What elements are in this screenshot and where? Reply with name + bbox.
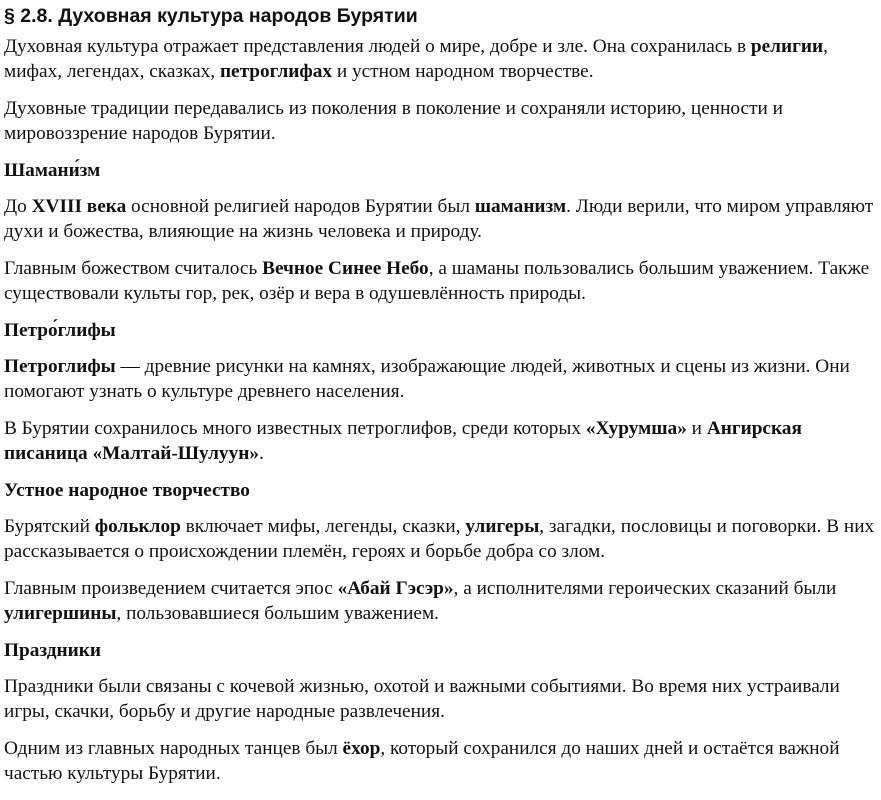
text: , загадки, пословицы и поговорки. В них рассказывается о происхождении племён, героях и борьбе добра со злом.	[4, 516, 875, 562]
paragraph-holidays-1: Праздники были связаны с кочевой жизнью, охотой и важными событиями. Во время них устраивали игры, скачки, борьбу и другие народные развлечения.	[4, 676, 840, 722]
text: включает мифы, легенды, сказки,	[180, 516, 466, 537]
text: и устном народном творчестве.	[332, 61, 594, 82]
term-khurumsha: «Хурумша»	[585, 418, 687, 439]
paragraph-petroglyphs-1	[4, 354, 875, 404]
paragraph-traditions: Духовные традиции передавались из поколения в поколение и сохраняли историю, ценности и мировоззрение народов Бурятии.	[4, 98, 783, 144]
paragraph-petroglyphs-2	[4, 416, 875, 466]
term-eternal-blue-sky: Вечное Синее Небо	[262, 258, 429, 279]
text: Духовная культура отражает представления людей о мире, добре и зле. Она сохранилась в	[4, 36, 751, 57]
text: , мифах, легендах, сказках,	[4, 36, 828, 82]
term-folklore: фольклор	[94, 516, 181, 537]
heading-shamanism: Шамани́зм	[4, 160, 101, 181]
heading-folk-art: Устное народное творчество	[4, 480, 250, 501]
text: В Бурятии сохранилось много известных петроглифов, среди которых	[4, 418, 586, 439]
text: и	[686, 418, 707, 439]
paragraph-intro	[4, 34, 875, 84]
text: .	[258, 443, 264, 464]
paragraph-folk-2	[4, 576, 875, 626]
term-century: XVIII века	[31, 196, 127, 217]
term-shamanism: шаманизм	[474, 196, 567, 217]
heading-holidays: Праздники	[4, 640, 101, 661]
term-petroglyphs-def: Петроглифы	[4, 356, 116, 377]
term-religion: религии	[750, 36, 824, 57]
paragraph-shamanism-2	[4, 256, 875, 306]
heading-petroglyphs: Петро́глифы	[4, 320, 116, 341]
term-abai-geser: «Абай Гэсэр»	[337, 578, 454, 599]
text: , а шаманы пользовались большим уважением. Также существовали культы гор, рек, озёр и вера в одушевлённость природы.	[4, 258, 870, 304]
paragraph-shamanism-1	[4, 194, 875, 244]
text: До	[4, 196, 32, 217]
term-uligers: улигеры	[465, 516, 540, 537]
text: Бурятский	[4, 516, 95, 537]
term-uligershins: улигершины	[4, 603, 117, 624]
text: , который сохранился до наших дней и остаётся важной частью культуры Бурятии.	[4, 738, 840, 784]
text: основной религией народов Бурятии был	[126, 196, 475, 217]
paragraph-folk-1	[4, 514, 875, 564]
paragraph-holidays-2	[4, 736, 875, 786]
text: — древние рисунки на камнях, изображающие людей, животных и сцены из жизни. Они помогают узнать о культуре древнего населения.	[4, 356, 850, 402]
term-petroglyphs: петроглифах	[219, 61, 333, 82]
text: , а исполнителями героических сказаний были	[453, 578, 837, 599]
text: Главным произведением считается эпос	[4, 578, 338, 599]
text: Главным божеством считалось	[4, 258, 263, 279]
text: . Люди верили, что миром управляют духи и божества, влияющие на жизнь человека и природу.	[4, 196, 874, 242]
text: Одним из главных народных танцев был	[4, 738, 343, 759]
section-title: § 2.8. Духовная культура народов Бурятии	[4, 5, 418, 27]
term-yokhor: ёхор	[342, 738, 381, 759]
text: , пользовавшиеся большим уважением.	[116, 603, 439, 624]
term-angir-pisanitsa: Ангирская писаница «Малтай-Шулуун»	[4, 418, 802, 464]
